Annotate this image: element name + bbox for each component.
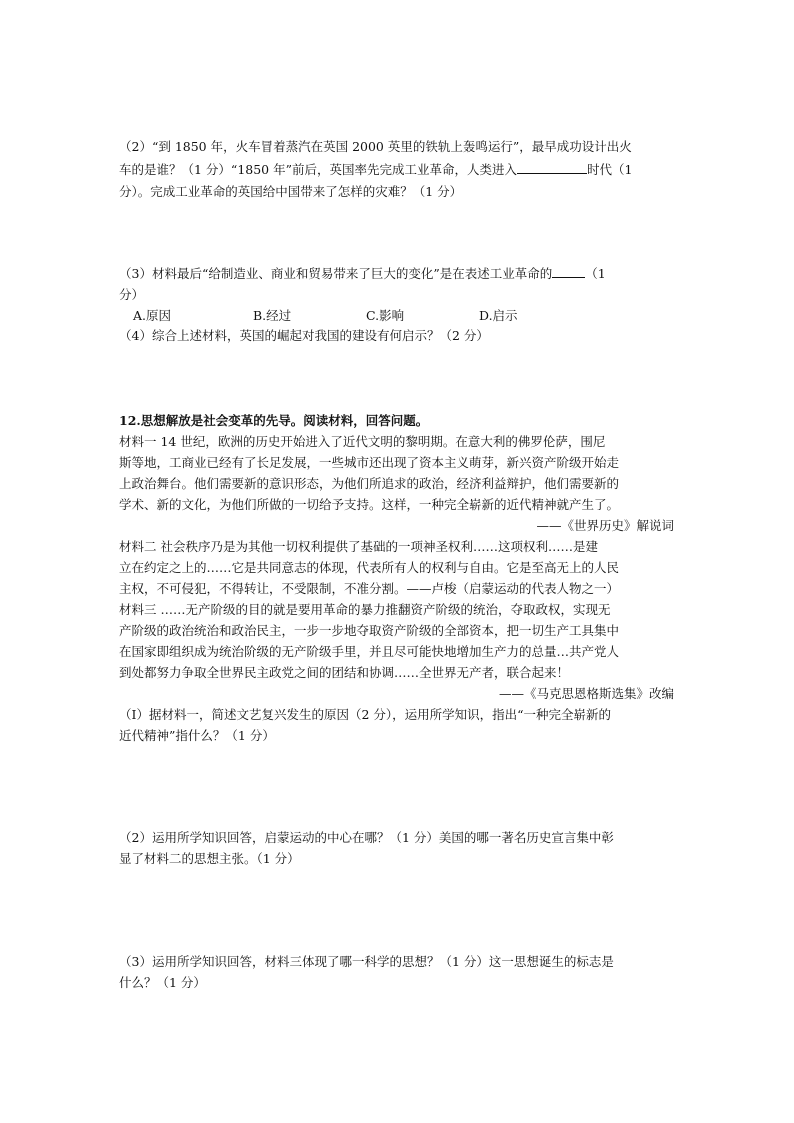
q11-p3-line2: 分） (119, 287, 145, 302)
q12-q2-line1: （2）运用所学知识回答，启蒙运动的中心在哪？（1 分）美国的哪一著名历史宣言集中彰 (119, 830, 614, 845)
m3-line4: 到处都努力争取全世界民主政党之间的团结和协调……全世界无产者，联合起来！ (119, 665, 570, 680)
q11-p2-line2 (119, 160, 632, 180)
option-c[interactable]: C.影响 (366, 308, 405, 323)
option-a[interactable]: A.原因 (133, 308, 172, 323)
q11-p2-line1: （2）“到 1850 年，火车冒着蒸汽在英国 2000 英里的铁轨上轰鸣运行”，最早成功设计出火 (119, 139, 632, 154)
q11-p2-line2-post: 时代（1 (587, 162, 633, 177)
m1-line3: 上政治舞台。他们需要新的意识形态，为他们所追求的政治，经济利益辩护，他们需要新的 (119, 476, 620, 491)
option-b[interactable]: B.经过 (253, 308, 292, 323)
q12-q2-line2: 显了材料二的思想主张。（1 分） (119, 851, 300, 866)
m1-line1: 材料一 14 世纪，欧洲的历史开始进入了近代文明的黎明期。在意大利的佛罗伦萨，围尼 (119, 434, 606, 449)
q12-q1-line2: 近代精神”指什么？（1 分） (119, 728, 275, 743)
option-d[interactable]: D.启示 (479, 308, 518, 323)
answer-blank-choice[interactable] (552, 264, 585, 278)
m2-line1: 材料二 社会秩序乃是为其他一切权利提供了基础的一项神圣权利……这项权利……是建 (119, 539, 598, 554)
q11-p2-line2-pre: 车的是谁？（1 分）“1850 年”前后，英国率先完成工业革命，人类进入 (119, 162, 517, 177)
q11-p2-line3: 分）。完成工业革命的英国给中国带来了怎样的灾难？（1 分） (119, 184, 463, 199)
q12-q1-line1: （I）据材料一，简述文艺复兴发生的原因（2 分），运用所学知识，指出“一种完全崭新的 (119, 707, 612, 722)
m2-line2: 立在约定之上的……它是共同意志的体现，代表所有人的权利与自由。它是至高无上的人民 (119, 560, 620, 575)
m3-line1: 材料三 ……无产阶级的目的就是要用革命的暴力推翻资产阶级的统治，夺取政权，实现无 (119, 602, 611, 617)
q12-q3-line2: 什么？（1 分） (119, 975, 206, 990)
m3-line2: 产阶级的政治统治和政治民主，一步一步地夺取资产阶级的全部资本，把一切生产工具集中 (119, 623, 620, 638)
q11-p4-line1: （4）综合上述材料，英国的崛起对我国的建设有何启示？（2 分） (119, 328, 489, 343)
m3-source: ——《马克思恩格斯选集》改编 (498, 686, 674, 701)
q11-p3-line1-pre: （3）材料最后“给制造业、商业和贸易带来了巨大的变化”是在表述工业革命的 (119, 266, 553, 281)
answer-blank-era[interactable] (517, 160, 587, 174)
m1-line2: 斯等地，工商业已经有了长足发展，一些城市还出现了资本主义萌芽，新兴资产阶级开始走 (119, 455, 620, 470)
q11-p3-line1 (119, 264, 606, 284)
m1-source: ——《世界历史》解说词 (536, 518, 674, 533)
q12-heading: 12.思想解放是社会变革的先导。阅读材料，回答问题。 (119, 413, 429, 428)
q11-p3-line1-post: （1 (585, 266, 606, 281)
m2-line3: 主权，不可侵犯，不得转让，不受限制，不准分割。——卢梭（启蒙运动的代表人物之一） (119, 581, 620, 596)
m1-line4: 学术、新的文化，为他们所做的一切给予支持。这样，一种完全崭新的近代精神就产生了。 (119, 497, 620, 512)
q11-p3-options (133, 306, 518, 326)
m3-line3: 在国家即组织成为统治阶级的无产阶级手里，并且尽可能快地增加生产力的总量…共产党人 (119, 644, 620, 659)
q12-q3-line1: （3）运用所学知识回答，材料三体现了哪一科学的思想？（1 分）这一思想诞生的标志是 (119, 954, 614, 969)
